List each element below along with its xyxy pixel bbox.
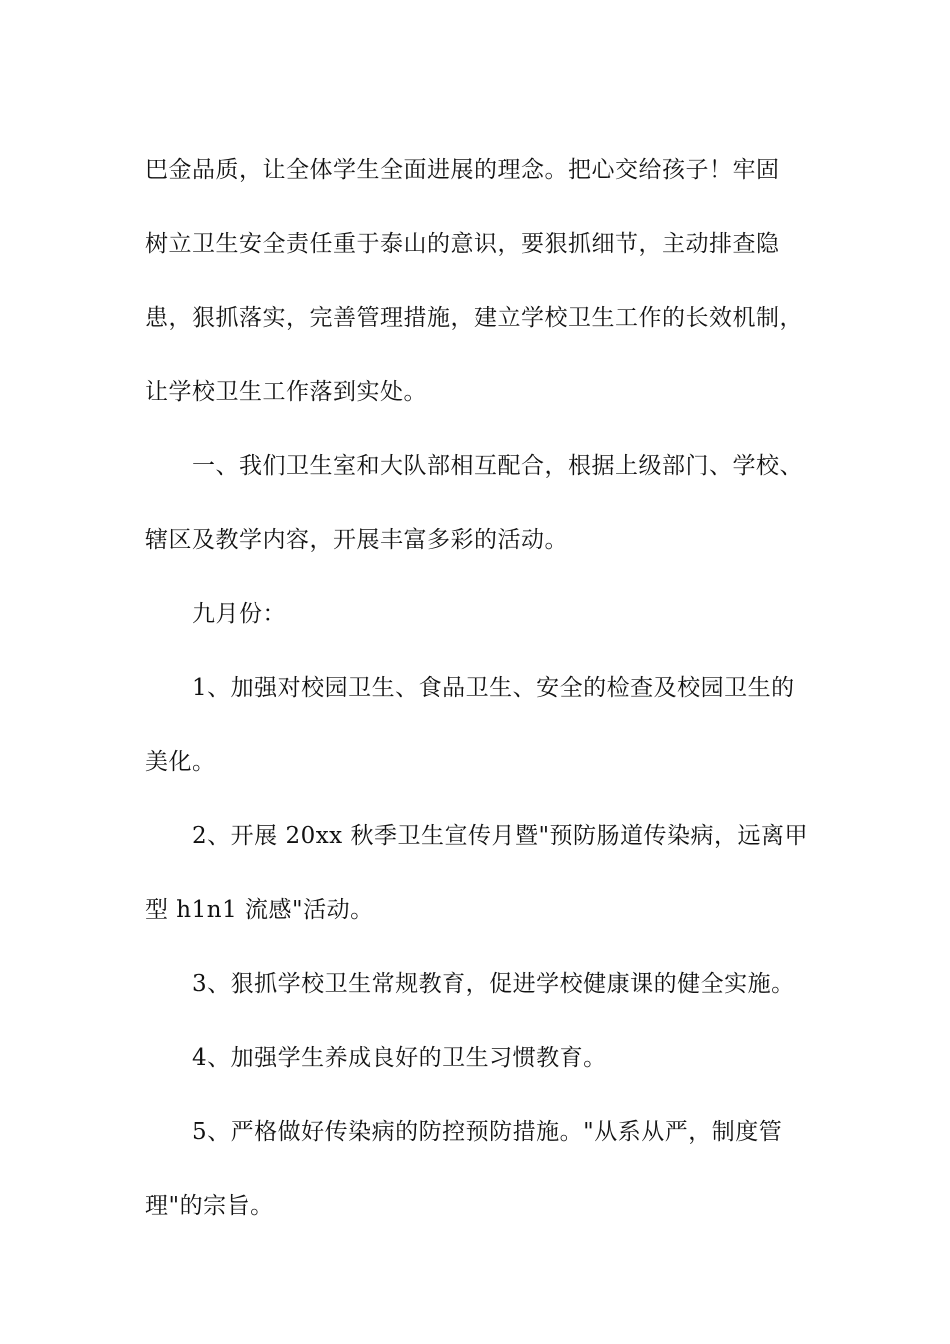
list-item-4-line: 4、加强学生养成良好的卫生习惯教育。 (192, 1045, 607, 1071)
document-body (145, 133, 810, 1243)
list-item-2-line: 2、开展 20xx 秋季卫生宣传月暨"预防肠道传染病，远离甲 (192, 823, 809, 849)
list-item-3-line: 3、狠抓学校卫生常规教育，促进学校健康课的健全实施。 (192, 971, 795, 997)
text-line: 树立卫生安全责任重于泰山的意识，要狠抓细节，主动排查隐 (145, 231, 780, 257)
list-item-2-continuation: 型 h1n1 流感"活动。 (145, 897, 374, 923)
text-line: 患，狠抓落实，完善管理措施，建立学校卫生工作的长效机制， (145, 305, 803, 331)
text-line: 让学校卫生工作落到实处。 (145, 379, 427, 405)
list-item-5-line: 5、严格做好传染病的防控预防措施。"从系从严，制度管 (192, 1119, 783, 1145)
paragraph-first-line: 一、我们卫生室和大队部相互配合，根据上级部门、学校、 (192, 453, 803, 479)
text-line: 辖区及教学内容，开展丰富多彩的活动。 (145, 527, 568, 553)
list-item-1-continuation: 美化。 (145, 749, 216, 775)
list-item-1-line: 1、加强对校园卫生、食品卫生、安全的检查及校园卫生的 (192, 675, 795, 701)
list-item-5-continuation: 理"的宗旨。 (145, 1193, 274, 1219)
section-heading: 九月份： (192, 601, 286, 627)
text-line: 巴金品质，让全体学生全面进展的理念。把心交给孩子！牢固 (145, 157, 780, 183)
